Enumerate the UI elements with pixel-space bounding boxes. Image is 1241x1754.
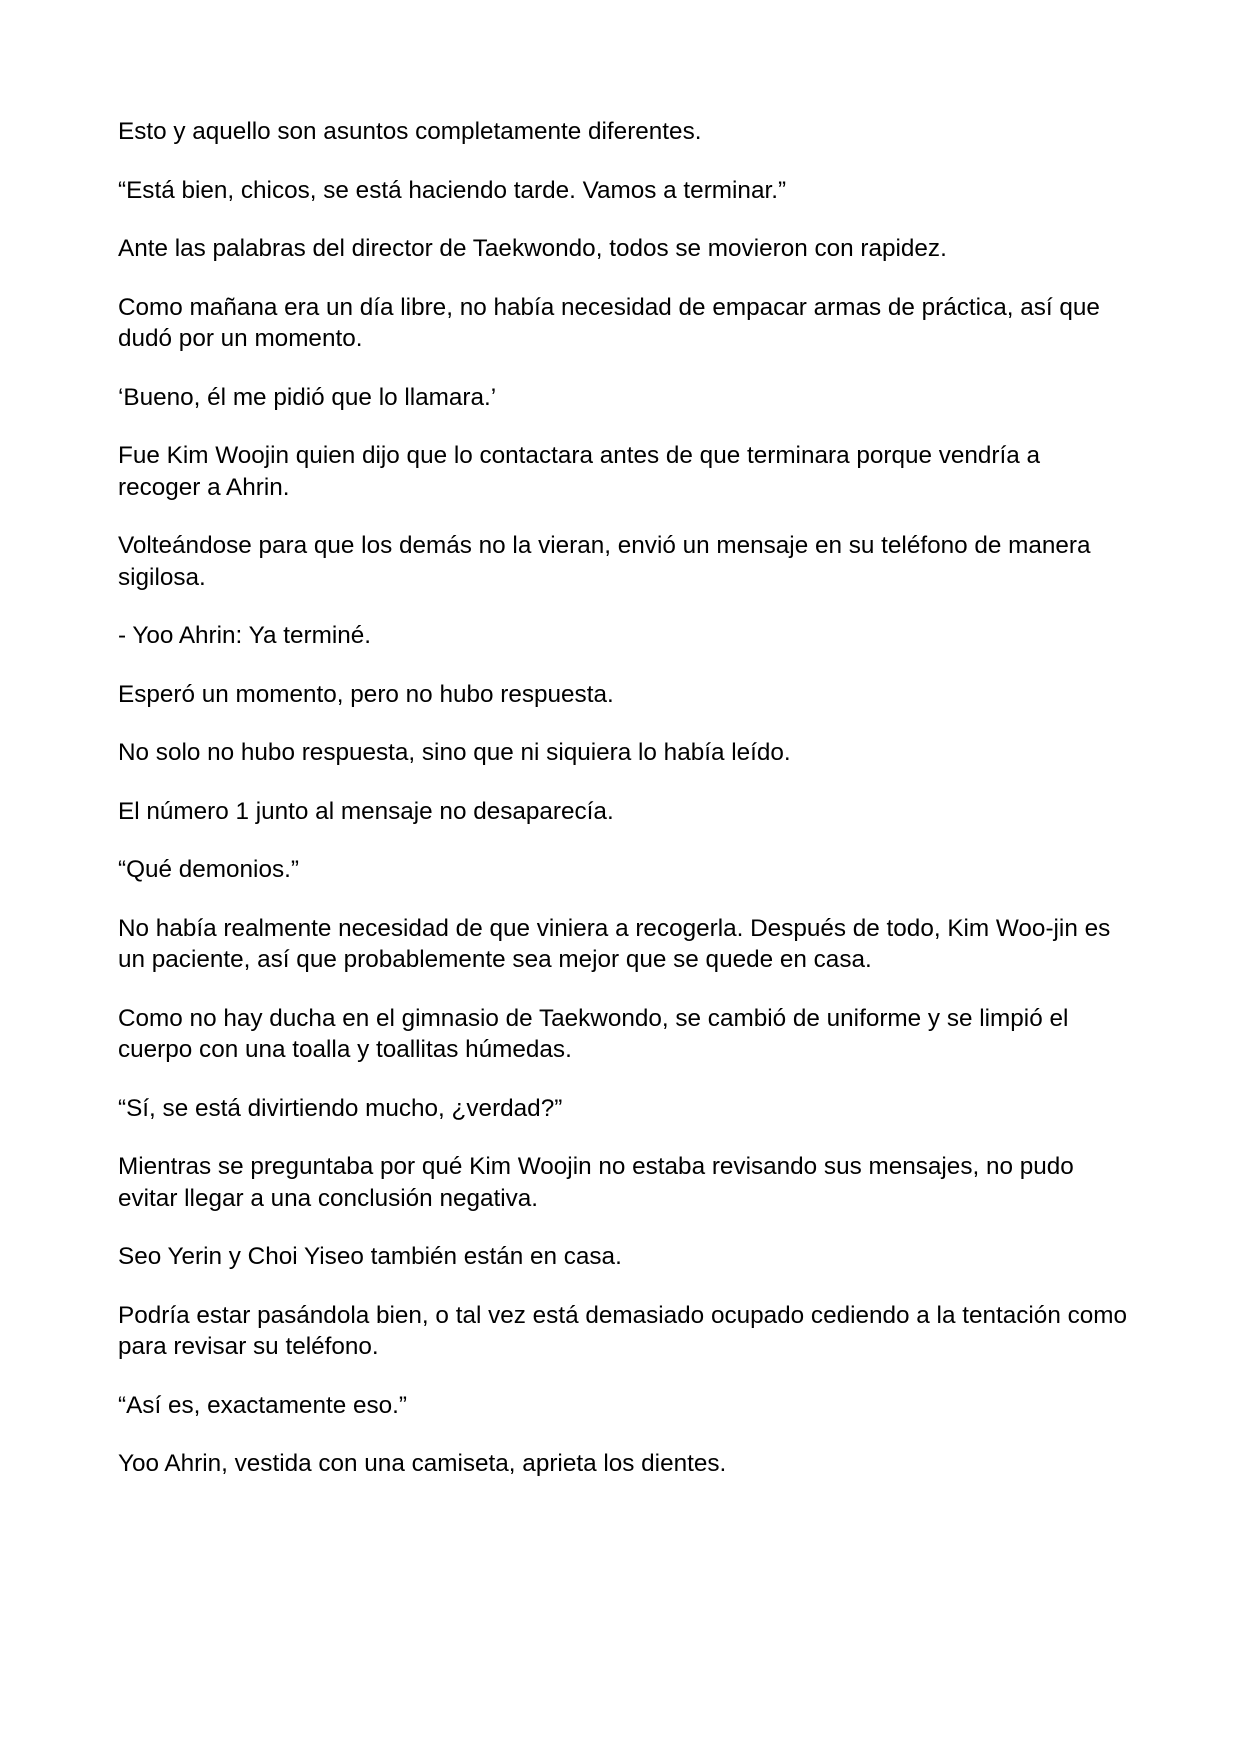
paragraph-11: El número 1 junto al mensaje no desaparecía. bbox=[118, 797, 614, 825]
paragraph-7: Volteándose para que los demás no la vieran, envió un mensaje en su teléfono de manera sigilosa. bbox=[118, 532, 1091, 591]
paragraph-1: Esto y aquello son asuntos completamente diferentes. bbox=[118, 118, 702, 145]
paragraph-18: Podría estar pasándola bien, o tal vez está demasiado ocupado cediendo a la tentación como para revisar su teléfono. bbox=[118, 1301, 1127, 1360]
paragraph-17: Seo Yerin y Choi Yiseo también están en casa. bbox=[118, 1243, 622, 1270]
paragraph-16: Mientras se preguntaba por qué Kim Woojin no estaba revisando sus mensajes, no pudo evitar llegar a una conclusión negativa. bbox=[118, 1153, 1074, 1212]
paragraph-14: Como no hay ducha en el gimnasio de Taekwondo, se cambió de uniforme y se limpió el cuerpo con una toalla y toallitas húmedas. bbox=[118, 1004, 1069, 1063]
paragraph-8: - Yoo Ahrin: Ya terminé. bbox=[118, 622, 372, 649]
paragraph-12: “Qué demonios.” bbox=[118, 856, 299, 883]
paragraph-19: “Así es, exactamente eso.” bbox=[118, 1391, 407, 1419]
paragraph-20: Yoo Ahrin, vestida con una camiseta, aprieta los dientes. bbox=[118, 1450, 727, 1477]
paragraph-2: “Está bien, chicos, se está haciendo tarde. Vamos a terminar.” bbox=[118, 176, 787, 204]
document-body bbox=[118, 116, 1128, 1507]
paragraph-15: “Sí, se está divirtiendo mucho, ¿verdad?” bbox=[118, 1094, 563, 1122]
paragraph-3: Ante las palabras del director de Taekwondo, todos se movieron con rapidez. bbox=[118, 235, 947, 262]
paragraph-9: Esperó un momento, pero no hubo respuesta. bbox=[118, 680, 614, 708]
paragraph-13: No había realmente necesidad de que viniera a recogerla. Después de todo, Kim Woo-jin es un paciente, así que probablemente sea mejor que se quede en casa. bbox=[118, 914, 1111, 973]
paragraph-6: Fue Kim Woojin quien dijo que lo contactara antes de que terminara porque vendría a recoger a Ahrin. bbox=[118, 442, 1041, 501]
paragraph-5: ‘Bueno, él me pidió que lo llamara.’ bbox=[118, 383, 497, 411]
paragraph-10: No solo no hubo respuesta, sino que ni siquiera lo había leído. bbox=[118, 739, 791, 766]
paragraph-4: Como mañana era un día libre, no había necesidad de empacar armas de práctica, así que dudó por un momento. bbox=[118, 293, 1100, 352]
